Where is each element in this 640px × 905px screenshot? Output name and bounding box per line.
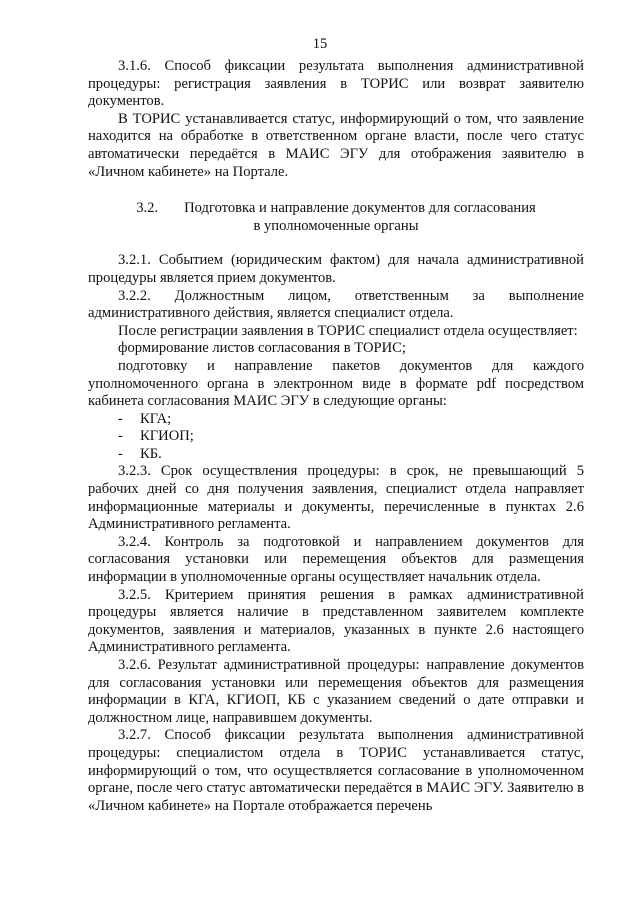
list-marker: -	[118, 410, 123, 427]
paragraph-toris-status: В ТОРИС устанавливается статус, информирующий о том, что заявление находится на обработке в ответственном органе власти, после чего статус автоматически передаётся в МАИС ЭГУ для отображения заявителю в «Личном кабинете» на Портале.	[88, 110, 584, 180]
list-item-text: КБ.	[140, 445, 162, 462]
paragraph-3-2-4: 3.2.4. Контроль за подготовкой и направлением документов для согласования установки или перемещения объектов для размещения информации в уполномоченные органы осуществляет начальник отдела.	[88, 533, 584, 586]
paragraph-after-registration: После регистрации заявления в ТОРИС специалист отдела осуществляет:	[118, 322, 578, 339]
paragraph-3-1-6: 3.1.6. Способ фиксации результата выполнения административной процедуры: регистрация заявления в ТОРИС или возврат заявителю документов.	[88, 58, 584, 110]
paragraph-3-2-5: 3.2.5. Критерием принятия решения в рамках административной процедуры является наличие в представленном заявителем комплекте документов, заявления и материалов, указанных в пункте 2.6 настоящего Административного регламента.	[88, 586, 584, 656]
paragraph-3-2-1: 3.2.1. Событием (юридическим фактом) для начала административной процедуры является прием документов.	[88, 252, 584, 286]
section-number: 3.2.	[136, 200, 159, 217]
list-marker: -	[118, 445, 123, 462]
list-item	[88, 446, 584, 464]
list-item-text: КГИОП;	[140, 428, 194, 445]
section-title-line1: Подготовка и направление документов для согласования	[184, 200, 536, 217]
paragraph-3-2-3: 3.2.3. Срок осуществления процедуры: в срок, не превышающий 5 рабочих дней со дня получения заявления, специалист отдела направляет информационные материалы и документы, перечисленные в пунктах 2.6 Административного регламента.	[88, 463, 584, 533]
paragraph-forming-sheets: формирование листов согласования в ТОРИС;	[118, 340, 406, 357]
page-number: 15	[312, 36, 328, 52]
section-heading-3-2	[88, 200, 584, 235]
list-item-text: КГА;	[140, 410, 172, 427]
paragraph-3-2-2: 3.2.2. Должностным лицом, ответственным за выполнение административного действия, является специалист отдела.	[88, 287, 584, 322]
list-item	[88, 411, 584, 429]
paragraph-preparation: подготовку и направление пакетов документов для каждого уполномоченного органа в электронном виде в формате pdf посредством кабинета согласования МАИС ЭГУ в следующие органы:	[88, 357, 584, 410]
list-marker: -	[118, 428, 123, 445]
section-title-line2: в уполномоченные органы	[253, 217, 419, 234]
list-item	[88, 428, 584, 446]
paragraph-3-2-7: 3.2.7. Способ фиксации результата выполнения административной процедуры: специалистом отдела в ТОРИС устанавливается статус, информирующий о том, что осуществляется согласование в уполномоченном органе, после чего статус автоматически передаётся в МАИС ЭГУ. Заявителю в «Личном кабинете» на Портале отображается перечень	[88, 727, 584, 814]
paragraph-3-2-6: 3.2.6. Результат административной процедуры: направление документов для согласования установки или перемещения объектов для размещения информации в КГА, КГИОП, КБ с указанием сведений о дате отправки и должностном лице, направившем документы.	[88, 657, 584, 726]
document-body	[88, 58, 584, 815]
